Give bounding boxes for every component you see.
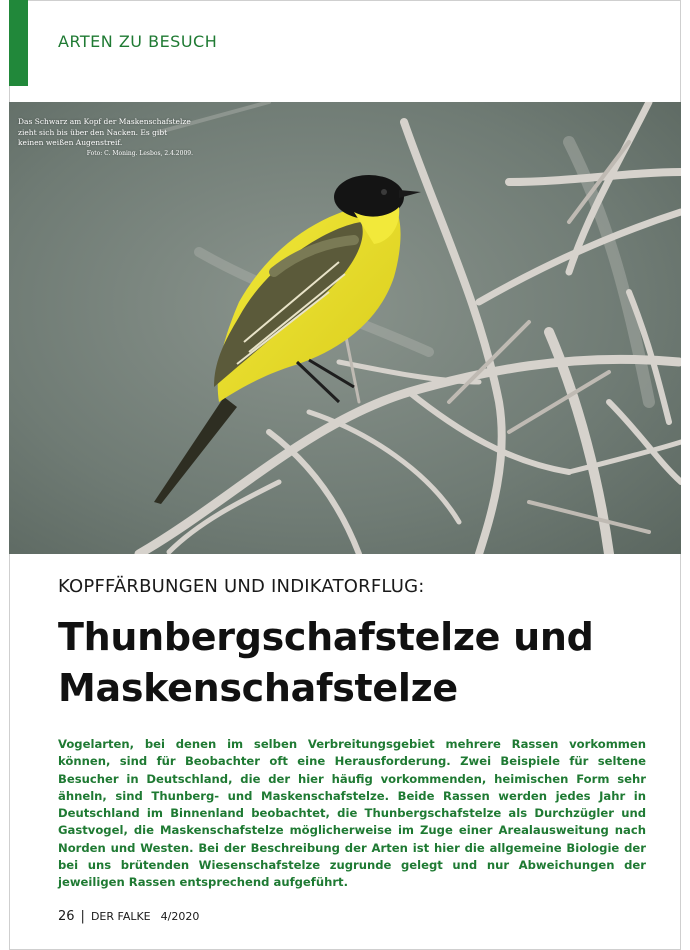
photo-caption-text: Das Schwarz am Kopf der Maskenschafstelze zieht sich bis über den Nacken. Es gibt keinen weißen Augenstreif.: [18, 117, 191, 147]
issue-number: 4/2020: [160, 910, 200, 923]
magazine-name: DER FALKE: [90, 910, 151, 923]
photo-caption: [18, 117, 193, 158]
article-kicker: KOPFFÄRBUNGEN UND INDIKATORFLUG:: [58, 576, 425, 597]
photo-credit: Foto: C. Moning. Lesbos, 2.4.2009.: [86, 149, 193, 157]
hero-photo: [9, 102, 681, 554]
article-headline: Thunbergschafstelze und Maskenschafstelze: [58, 615, 594, 710]
section-tab-marker: [9, 0, 28, 86]
article-lead: Vogelarten, bei denen im selben Verbreitungsgebiet mehrere Rassen vorkommen können, sind für Beobachter oft eine Herausforderung. Zwei Beispiele für seltene Besucher in Deutschland, die der hier häufig vorkommenden, heimischen Form sehr ähneln, sind Thunberg- und Maskenschafstelze. Beide Rassen werden jedes Jahr in Deutschland im Binnenland beobachtet, die Thunbergschafstelze als Durchzügler und Gastvogel, die Maskenschafstelze möglicherweise im Zuge einer Arealausweitung nach Norden und Westen. Bei der Beschreibung der Arten ist hier die allgemeine Biologie der bei uns brütenden Wiesenschafstelze zugrunde gelegt und nur Abweichungen der jeweiligen Rassen entsprechend aufgeführt.: [58, 737, 646, 890]
footer-separator: |: [80, 909, 85, 924]
page-number: 26: [58, 909, 75, 924]
yellow-wagtail-bird-icon: [9, 102, 681, 554]
page-footer: [58, 909, 199, 924]
section-label: ARTEN ZU BESUCH: [58, 32, 218, 51]
